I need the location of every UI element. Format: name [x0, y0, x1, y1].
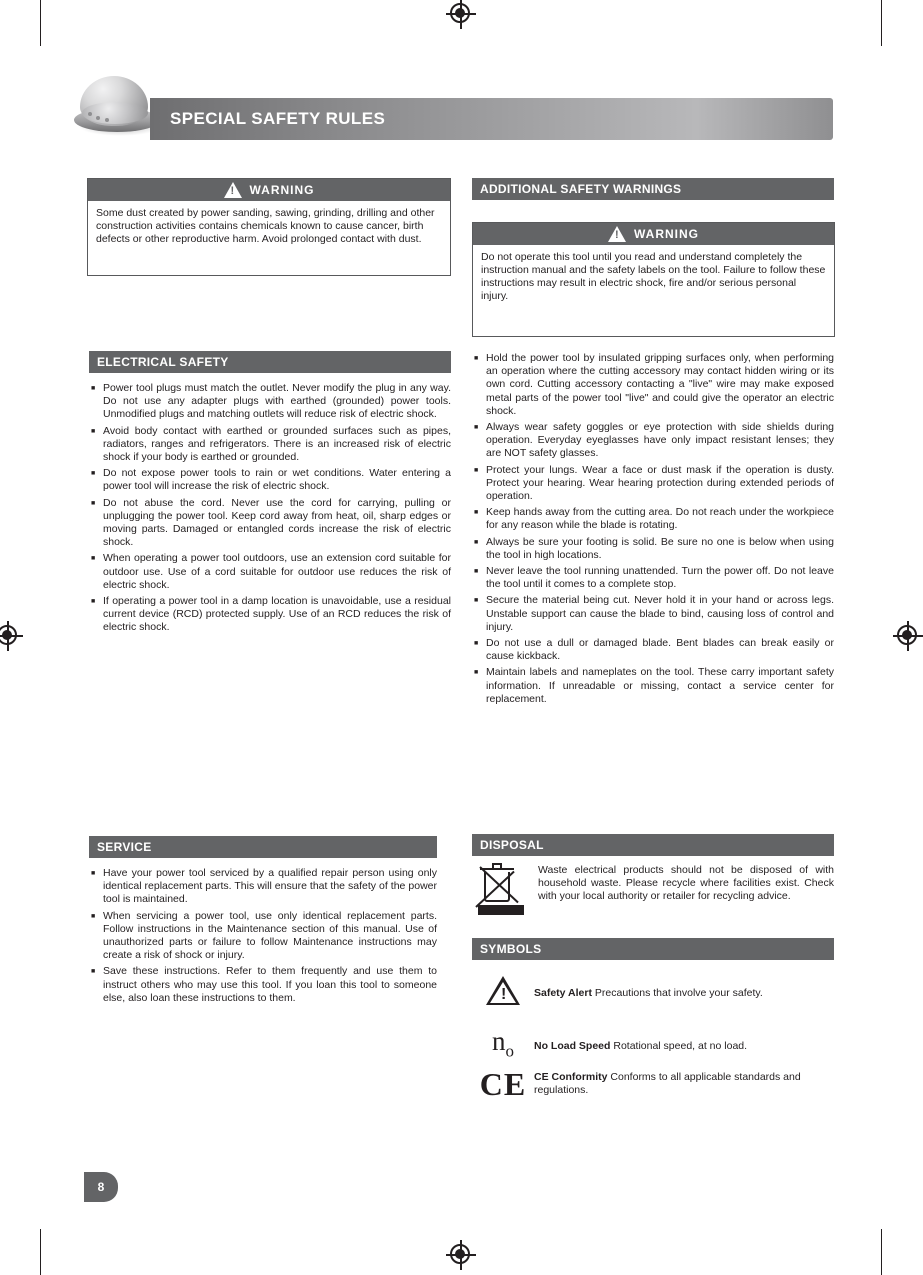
list-item: ■ Have your power tool serviced by a qualified repair person using only identical replacement parts. This will ensure that the safety of the power tool is maintained.: [103, 867, 437, 907]
left-warning-label: WARNING: [249, 183, 315, 197]
no-load-speed-sub: o: [505, 1041, 514, 1061]
symbol-row-no-load-speed: [472, 1026, 834, 1066]
page-number-tab: 8: [84, 1172, 118, 1202]
page-title: SPECIAL SAFETY RULES: [170, 109, 386, 128]
disposal-underline: [478, 905, 524, 915]
right-warning-header: [473, 223, 834, 245]
list-item: ■ Do not use a dull or damaged blade. Bent blades can break easily or cause kickback.: [486, 637, 834, 663]
symbol-desc-text: Conforms to all applicable standards and regulations.: [534, 1071, 801, 1096]
symbol-description: [534, 1071, 834, 1097]
section-bar-disposal: DISPOSAL: [472, 834, 834, 856]
symbol-name: CE Conformity: [534, 1071, 608, 1083]
crop-mark-top-right: [881, 0, 882, 46]
section-bar-electrical-safety: ELECTRICAL SAFETY: [89, 351, 451, 373]
symbol-row-safety-alert: [472, 976, 834, 1010]
symbol-desc-text: Precautions that involve your safety.: [594, 986, 763, 999]
symbol-name: Safety Alert: [534, 986, 592, 999]
registration-mark-bottom: [446, 1240, 476, 1270]
section-bar-additional-safety-warnings: ADDITIONAL SAFETY WARNINGS: [472, 178, 834, 200]
list-item: ■ When servicing a power tool, use only identical replacement parts. Follow instructions in the Maintenance section of this manual. Use of unauthorized parts or failure to follow Maintenance instructions may create a risk of shock or injury.: [103, 910, 437, 963]
crop-mark-bottom-right: [881, 1229, 882, 1275]
warning-triangle-icon: !: [472, 976, 534, 1010]
warning-triangle-icon: !: [608, 226, 626, 242]
registration-mark-top: [446, 0, 476, 29]
list-item: ■ If operating a power tool in a damp location is unavoidable, use a residual current device (RCD) protected supply. Use of an RCD reduces the risk of electric shock.: [103, 595, 451, 635]
symbol-desc-text: Rotational speed, at no load.: [613, 1039, 748, 1052]
service-list: [89, 867, 437, 1005]
ce-mark-icon: CE: [479, 1066, 527, 1102]
symbol-row-ce-conformity: [472, 1068, 834, 1100]
crop-mark-top-left: [40, 0, 41, 46]
right-warning-body: Do not operate this tool until you read and understand completely the instruction manual and the safety labels on the tool. Failure to follow these instructions may result in electric shock, fire and/or serious personal injury.: [481, 251, 826, 302]
list-item: ■ Maintain labels and nameplates on the tool. These carry important safety information. If unreadable or missing, contact a service center for replacement.: [486, 666, 834, 706]
list-item: ■ Power tool plugs must match the outlet. Never modify the plug in any way. Do not use any adapter plugs with earthed (grounded) power tools. Unmodified plugs and matching outlets will reduce risk of electric shock.: [103, 382, 451, 422]
list-item: ■ Avoid body contact with earthed or grounded surfaces such as pipes, radiators, ranges and refrigerators. There is an increased risk of electric shock if your body is earthed or grounded.: [103, 425, 451, 465]
right-warning-label: WARNING: [634, 227, 699, 241]
left-warning-box: [87, 178, 451, 276]
right-warning-box: [472, 222, 835, 337]
left-warning-header: [88, 179, 450, 201]
list-item: ■ Do not abuse the cord. Never use the cord for carrying, pulling or unplugging the power tool. Keep cord away from heat, oil, sharp edges or moving parts. Damaged or entangled cords increase the risk of electric shock.: [103, 497, 451, 550]
list-item: ■ Keep hands away from the cutting area. Do not reach under the workpiece for any reason while the blade is rotating.: [486, 506, 834, 532]
list-item: ■ Secure the material being cut. Never hold it in your hand or across legs. Unstable support can cause the blade to bind, causing loss of control and injury.: [486, 594, 834, 634]
crop-mark-bottom-left: [40, 1229, 41, 1275]
symbol-name: No Load Speed: [534, 1039, 611, 1052]
symbol-description: [534, 1040, 747, 1053]
no-load-speed-icon: [472, 1026, 534, 1066]
list-item: ■ Protect your lungs. Wear a face or dust mask if the operation is dusty. Protect your hearing. Wear hearing protection during extended periods of operation.: [486, 464, 834, 504]
disposal-text: Waste electrical products should not be disposed of with household waste. Please recycle where facilities exist. Check with your local authority or retailer for recycling advice.: [538, 864, 834, 903]
service-content: [89, 867, 437, 1014]
section-bar-service: SERVICE: [89, 836, 437, 858]
list-item: ■ Always be sure your footing is solid. Be sure no one is below when using the tool in high locations.: [486, 536, 834, 562]
list-item: ■ Never leave the tool running unattended. Turn the power off. Do not leave the tool until it comes to a complete stop.: [486, 565, 834, 591]
section-bar-symbols: SYMBOLS: [472, 938, 834, 960]
registration-mark-left: [0, 621, 23, 651]
additional-safety-list: [472, 352, 834, 706]
registration-mark-right: [893, 621, 923, 651]
electrical-safety-content: [89, 382, 451, 644]
list-item: ■ Save these instructions. Refer to them frequently and use them to instruct others who may use this tool. If you loan this tool to someone else, also loan these instructions to them.: [103, 965, 437, 1005]
left-warning-body: Some dust created by power sanding, sawing, grinding, drilling and other construction activities contains chemicals known to cause cancer, birth defects or other reproductive harm. Avoid prolonged contact with dust.: [96, 207, 435, 245]
warning-triangle-icon: !: [224, 182, 242, 198]
list-item: ■ Always wear safety goggles or eye protection with side shields during operation. Everyday eyeglasses have only impact resistant lenses; they are NOT safety glasses.: [486, 421, 834, 461]
list-item: ■ When operating a power tool outdoors, use an extension cord suitable for outdoor use. Use of a cord suitable for outdoor use reduces the risk of electric shock.: [103, 552, 451, 592]
no-load-speed-label: n: [492, 1026, 506, 1056]
additional-safety-content: [472, 352, 834, 715]
list-item: ■ Hold the power tool by insulated gripping surfaces only, when performing an operation where the cutting accessory may contact hidden wiring or its own cord. Cutting accessory contacting a "live" wire may make exposed metal parts of the power tool "live" and could give the operator an electric shock.: [486, 352, 834, 418]
symbol-description: [534, 987, 763, 1000]
list-item: ■ Do not expose power tools to rain or wet conditions. Water entering a power tool will increase the risk of electric shock.: [103, 467, 451, 493]
electrical-safety-list: [89, 382, 451, 635]
